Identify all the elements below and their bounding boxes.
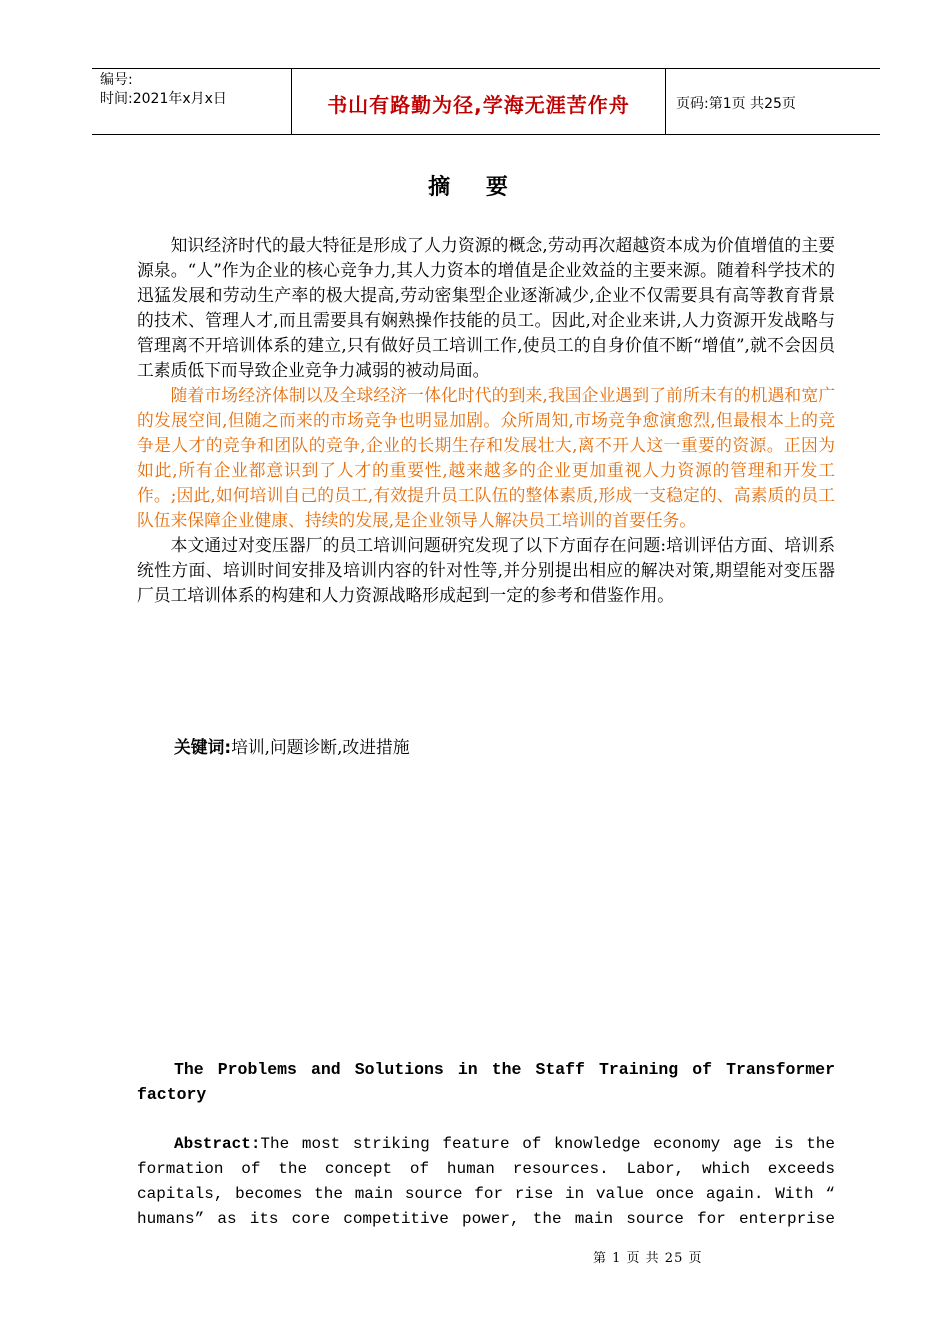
header-page-info: 页码:第1页 共25页 [676, 96, 796, 112]
english-title: The Problems and Solutions in the Staff Training of Transformer factory [137, 1060, 835, 1104]
abstract-paragraph-2-highlighted: 随着市场经济体制以及全球经济一体化时代的到来,我国企业遇到了前所未有的机遇和宽广的发展空间,但随之而来的市场竞争也明显加剧。众所周知,市场竞争愈演愈烈,但最根本上的竞争是人才的竞争和团队的竞争,企业的长期生存和发展壮大,离不开人这一重要的资源。正因为如此,所有企业都意识到了人才的重要性,越来越多的企业更加重视人力资源的管理和开发工作。;因此,如何培训自己的员工,有效提升员工队伍的整体素质,形成一支稳定的、高素质的员工队伍来保障企业健康、持续的发展,是企业领导人解决员工培训的首要任务。 [137, 385, 835, 530]
abstract-title: 摘 要 [428, 175, 522, 200]
document-time-label: 时间:2021年x月x日 [100, 91, 227, 107]
document-header-table [92, 68, 880, 135]
english-abstract [137, 1132, 835, 1232]
english-abstract-text: The most striking feature of knowledge economy age is the formation of the concept of human resources. Labor, which exceeds capitals, becomes the main source for rise in value once again. With “ humans” as its core competitive power, the main source for enterprise [137, 1135, 835, 1228]
keywords-value: 培训,问题诊断,改进措施 [231, 737, 410, 757]
keywords-label: 关键词: [174, 737, 232, 757]
page-footer: 第 1 页 共 25 页 [593, 1251, 703, 1266]
abstract-paragraph-1: 知识经济时代的最大特征是形成了人力资源的概念,劳动再次超越资本成为价值增值的主要源泉。“人”作为企业的核心竞争力,其人力资本的增值是企业效益的主要来源。随着科学技术的迅猛发展和劳动生产率的极大提高,劳动密集型企业逐渐减少,企业不仅需要具有高等教育背景的技术、管理人才,而且需要具有娴熟操作技能的员工。因此,对企业来讲,人力资源开发战略与管理离不开培训体系的建立,只有做好员工培训工作,使员工的自身价值不断“增值”,就不会因员工素质低下而导致企业竞争力减弱的被动局面。 [137, 235, 835, 380]
document-number-label: 编号: [100, 72, 133, 88]
chinese-abstract-body [137, 233, 835, 608]
header-motto-cell [292, 69, 666, 134]
abstract-paragraph-3: 本文通过对变压器厂的员工培训问题研究发现了以下方面存在问题:培训评估方面、培训系统性方面、培训时间安排及培训内容的针对性等,并分别提出相应的解决对策,期望能对变压器厂员工培训体系的构建和人力资源战略形成起到一定的参考和借鉴作用。 [137, 535, 835, 605]
english-abstract-label: Abstract: [174, 1135, 261, 1153]
header-page-cell [666, 69, 880, 134]
header-meta-cell [92, 69, 292, 134]
header-motto: 书山有路勤为径,学海无涯苦作舟 [327, 93, 630, 117]
keywords-line [174, 734, 410, 758]
